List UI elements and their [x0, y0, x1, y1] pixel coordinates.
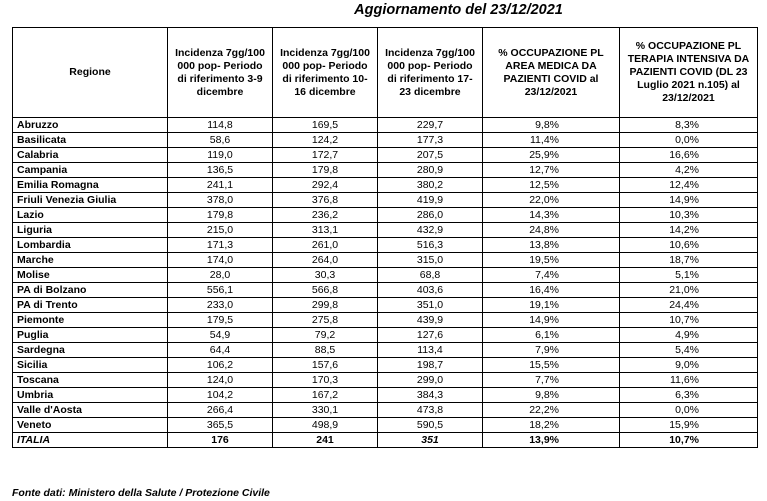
- value-cell: 419,9: [378, 193, 483, 208]
- region-cell: Sicilia: [13, 358, 168, 373]
- value-cell: 6,1%: [483, 328, 620, 343]
- value-cell: 432,9: [378, 223, 483, 238]
- value-cell: 9,8%: [483, 388, 620, 403]
- value-cell: 4,9%: [620, 328, 758, 343]
- region-cell: Friuli Venezia Giulia: [13, 193, 168, 208]
- value-cell: 171,3: [168, 238, 273, 253]
- table-row: [13, 403, 758, 418]
- value-cell: 12,7%: [483, 163, 620, 178]
- table-row: [13, 253, 758, 268]
- value-cell: 241,1: [168, 178, 273, 193]
- header-incidenza-3-9: Incidenza 7gg/100 000 pop- Periodo di riferimento 3-9 dicembre: [168, 28, 273, 118]
- value-cell: 10,6%: [620, 238, 758, 253]
- value-cell: 473,8: [378, 403, 483, 418]
- value-cell: 10,7%: [620, 433, 758, 448]
- value-cell: 275,8: [273, 313, 378, 328]
- region-cell: Umbria: [13, 388, 168, 403]
- value-cell: 7,7%: [483, 373, 620, 388]
- value-cell: 19,1%: [483, 298, 620, 313]
- region-cell: Campania: [13, 163, 168, 178]
- value-cell: 14,3%: [483, 208, 620, 223]
- value-cell: 313,1: [273, 223, 378, 238]
- header-terapia-intensiva: % OCCUPAZIONE PL TERAPIA INTENSIVA DA PAZIENTI COVID (DL 23 Luglio 2021 n.105) al 23/12/2021: [620, 28, 758, 118]
- value-cell: 16,4%: [483, 283, 620, 298]
- table-row: [13, 268, 758, 283]
- region-cell: Puglia: [13, 328, 168, 343]
- value-cell: 11,4%: [483, 133, 620, 148]
- value-cell: 439,9: [378, 313, 483, 328]
- value-cell: 176: [168, 433, 273, 448]
- value-cell: 403,6: [378, 283, 483, 298]
- value-cell: 215,0: [168, 223, 273, 238]
- value-cell: 380,2: [378, 178, 483, 193]
- value-cell: 114,8: [168, 118, 273, 133]
- value-cell: 4,2%: [620, 163, 758, 178]
- value-cell: 177,3: [378, 133, 483, 148]
- header-regione: Regione: [13, 28, 168, 118]
- region-cell: Basilicata: [13, 133, 168, 148]
- value-cell: 280,9: [378, 163, 483, 178]
- value-cell: 25,9%: [483, 148, 620, 163]
- value-cell: 11,6%: [620, 373, 758, 388]
- value-cell: 15,9%: [620, 418, 758, 433]
- value-cell: 590,5: [378, 418, 483, 433]
- value-cell: 384,3: [378, 388, 483, 403]
- value-cell: 124,0: [168, 373, 273, 388]
- value-cell: 179,8: [273, 163, 378, 178]
- value-cell: 9,0%: [620, 358, 758, 373]
- value-cell: 24,8%: [483, 223, 620, 238]
- value-cell: 365,5: [168, 418, 273, 433]
- region-cell: Marche: [13, 253, 168, 268]
- table-row: [13, 418, 758, 433]
- value-cell: 113,4: [378, 343, 483, 358]
- table-row: [13, 238, 758, 253]
- value-cell: 79,2: [273, 328, 378, 343]
- value-cell: 241: [273, 433, 378, 448]
- value-cell: 6,3%: [620, 388, 758, 403]
- value-cell: 157,6: [273, 358, 378, 373]
- value-cell: 7,4%: [483, 268, 620, 283]
- value-cell: 498,9: [273, 418, 378, 433]
- value-cell: 198,7: [378, 358, 483, 373]
- region-cell: PA di Bolzano: [13, 283, 168, 298]
- header-row: [13, 28, 758, 118]
- value-cell: 179,8: [168, 208, 273, 223]
- value-cell: 170,3: [273, 373, 378, 388]
- table-row: [13, 148, 758, 163]
- table-row: [13, 133, 758, 148]
- data-table: [12, 27, 758, 448]
- total-row: [13, 433, 758, 448]
- region-cell: Abruzzo: [13, 118, 168, 133]
- region-cell: Valle d'Aosta: [13, 403, 168, 418]
- value-cell: 12,5%: [483, 178, 620, 193]
- table-row: [13, 328, 758, 343]
- value-cell: 28,0: [168, 268, 273, 283]
- value-cell: 54,9: [168, 328, 273, 343]
- value-cell: 5,1%: [620, 268, 758, 283]
- region-cell: Molise: [13, 268, 168, 283]
- region-cell: Lombardia: [13, 238, 168, 253]
- value-cell: 106,2: [168, 358, 273, 373]
- value-cell: 351: [378, 433, 483, 448]
- table-row: [13, 313, 758, 328]
- value-cell: 233,0: [168, 298, 273, 313]
- header-incidenza-10-16: Incidenza 7gg/100 000 pop- Periodo di riferimento 10-16 dicembre: [273, 28, 378, 118]
- value-cell: 30,3: [273, 268, 378, 283]
- value-cell: 88,5: [273, 343, 378, 358]
- value-cell: 19,5%: [483, 253, 620, 268]
- table-body: [13, 118, 758, 448]
- value-cell: 22,2%: [483, 403, 620, 418]
- region-cell: Piemonte: [13, 313, 168, 328]
- header-area-medica: % OCCUPAZIONE PL AREA MEDICA DA PAZIENTI COVID al 23/12/2021: [483, 28, 620, 118]
- value-cell: 286,0: [378, 208, 483, 223]
- value-cell: 15,5%: [483, 358, 620, 373]
- value-cell: 22,0%: [483, 193, 620, 208]
- region-cell: Liguria: [13, 223, 168, 238]
- value-cell: 169,5: [273, 118, 378, 133]
- value-cell: 14,9%: [483, 313, 620, 328]
- region-cell: Veneto: [13, 418, 168, 433]
- value-cell: 8,3%: [620, 118, 758, 133]
- value-cell: 261,0: [273, 238, 378, 253]
- value-cell: 167,2: [273, 388, 378, 403]
- value-cell: 516,3: [378, 238, 483, 253]
- value-cell: 330,1: [273, 403, 378, 418]
- value-cell: 378,0: [168, 193, 273, 208]
- value-cell: 5,4%: [620, 343, 758, 358]
- value-cell: 119,0: [168, 148, 273, 163]
- value-cell: 207,5: [378, 148, 483, 163]
- value-cell: 264,0: [273, 253, 378, 268]
- table-row: [13, 193, 758, 208]
- value-cell: 24,4%: [620, 298, 758, 313]
- value-cell: 124,2: [273, 133, 378, 148]
- value-cell: 236,2: [273, 208, 378, 223]
- region-cell: Emilia Romagna: [13, 178, 168, 193]
- title-text: Aggiornamento del 23/12/2021: [354, 2, 563, 18]
- table-row: [13, 358, 758, 373]
- region-cell: Calabria: [13, 148, 168, 163]
- value-cell: 12,4%: [620, 178, 758, 193]
- value-cell: 10,7%: [620, 313, 758, 328]
- region-cell: Toscana: [13, 373, 168, 388]
- value-cell: 299,0: [378, 373, 483, 388]
- table-row: [13, 208, 758, 223]
- value-cell: 18,7%: [620, 253, 758, 268]
- value-cell: 556,1: [168, 283, 273, 298]
- value-cell: 9,8%: [483, 118, 620, 133]
- value-cell: 266,4: [168, 403, 273, 418]
- value-cell: 13,8%: [483, 238, 620, 253]
- value-cell: 0,0%: [620, 133, 758, 148]
- table-row: [13, 298, 758, 313]
- value-cell: 21,0%: [620, 283, 758, 298]
- value-cell: 14,9%: [620, 193, 758, 208]
- header-incidenza-17-23: Incidenza 7gg/100 000 pop- Periodo di riferimento 17-23 dicembre: [378, 28, 483, 118]
- value-cell: 10,3%: [620, 208, 758, 223]
- table-row: [13, 373, 758, 388]
- value-cell: 174,0: [168, 253, 273, 268]
- value-cell: 16,6%: [620, 148, 758, 163]
- table-row: [13, 388, 758, 403]
- value-cell: 14,2%: [620, 223, 758, 238]
- value-cell: 18,2%: [483, 418, 620, 433]
- page-title: [0, 2, 767, 18]
- value-cell: 172,7: [273, 148, 378, 163]
- value-cell: 13,9%: [483, 433, 620, 448]
- source-note: Fonte dati: Ministero della Salute / Protezione Civile: [12, 487, 270, 499]
- region-cell: PA di Trento: [13, 298, 168, 313]
- value-cell: 136,5: [168, 163, 273, 178]
- table-row: [13, 283, 758, 298]
- value-cell: 127,6: [378, 328, 483, 343]
- value-cell: 292,4: [273, 178, 378, 193]
- value-cell: 68,8: [378, 268, 483, 283]
- table-row: [13, 343, 758, 358]
- value-cell: 376,8: [273, 193, 378, 208]
- value-cell: 7,9%: [483, 343, 620, 358]
- table-row: [13, 163, 758, 178]
- value-cell: 104,2: [168, 388, 273, 403]
- value-cell: 566,8: [273, 283, 378, 298]
- value-cell: 64,4: [168, 343, 273, 358]
- table-row: [13, 118, 758, 133]
- region-cell: Lazio: [13, 208, 168, 223]
- value-cell: 229,7: [378, 118, 483, 133]
- value-cell: 315,0: [378, 253, 483, 268]
- table-row: [13, 223, 758, 238]
- value-cell: 58,6: [168, 133, 273, 148]
- region-cell: ITALIA: [13, 433, 168, 448]
- value-cell: 179,5: [168, 313, 273, 328]
- table-row: [13, 178, 758, 193]
- value-cell: 0,0%: [620, 403, 758, 418]
- value-cell: 351,0: [378, 298, 483, 313]
- value-cell: 299,8: [273, 298, 378, 313]
- region-cell: Sardegna: [13, 343, 168, 358]
